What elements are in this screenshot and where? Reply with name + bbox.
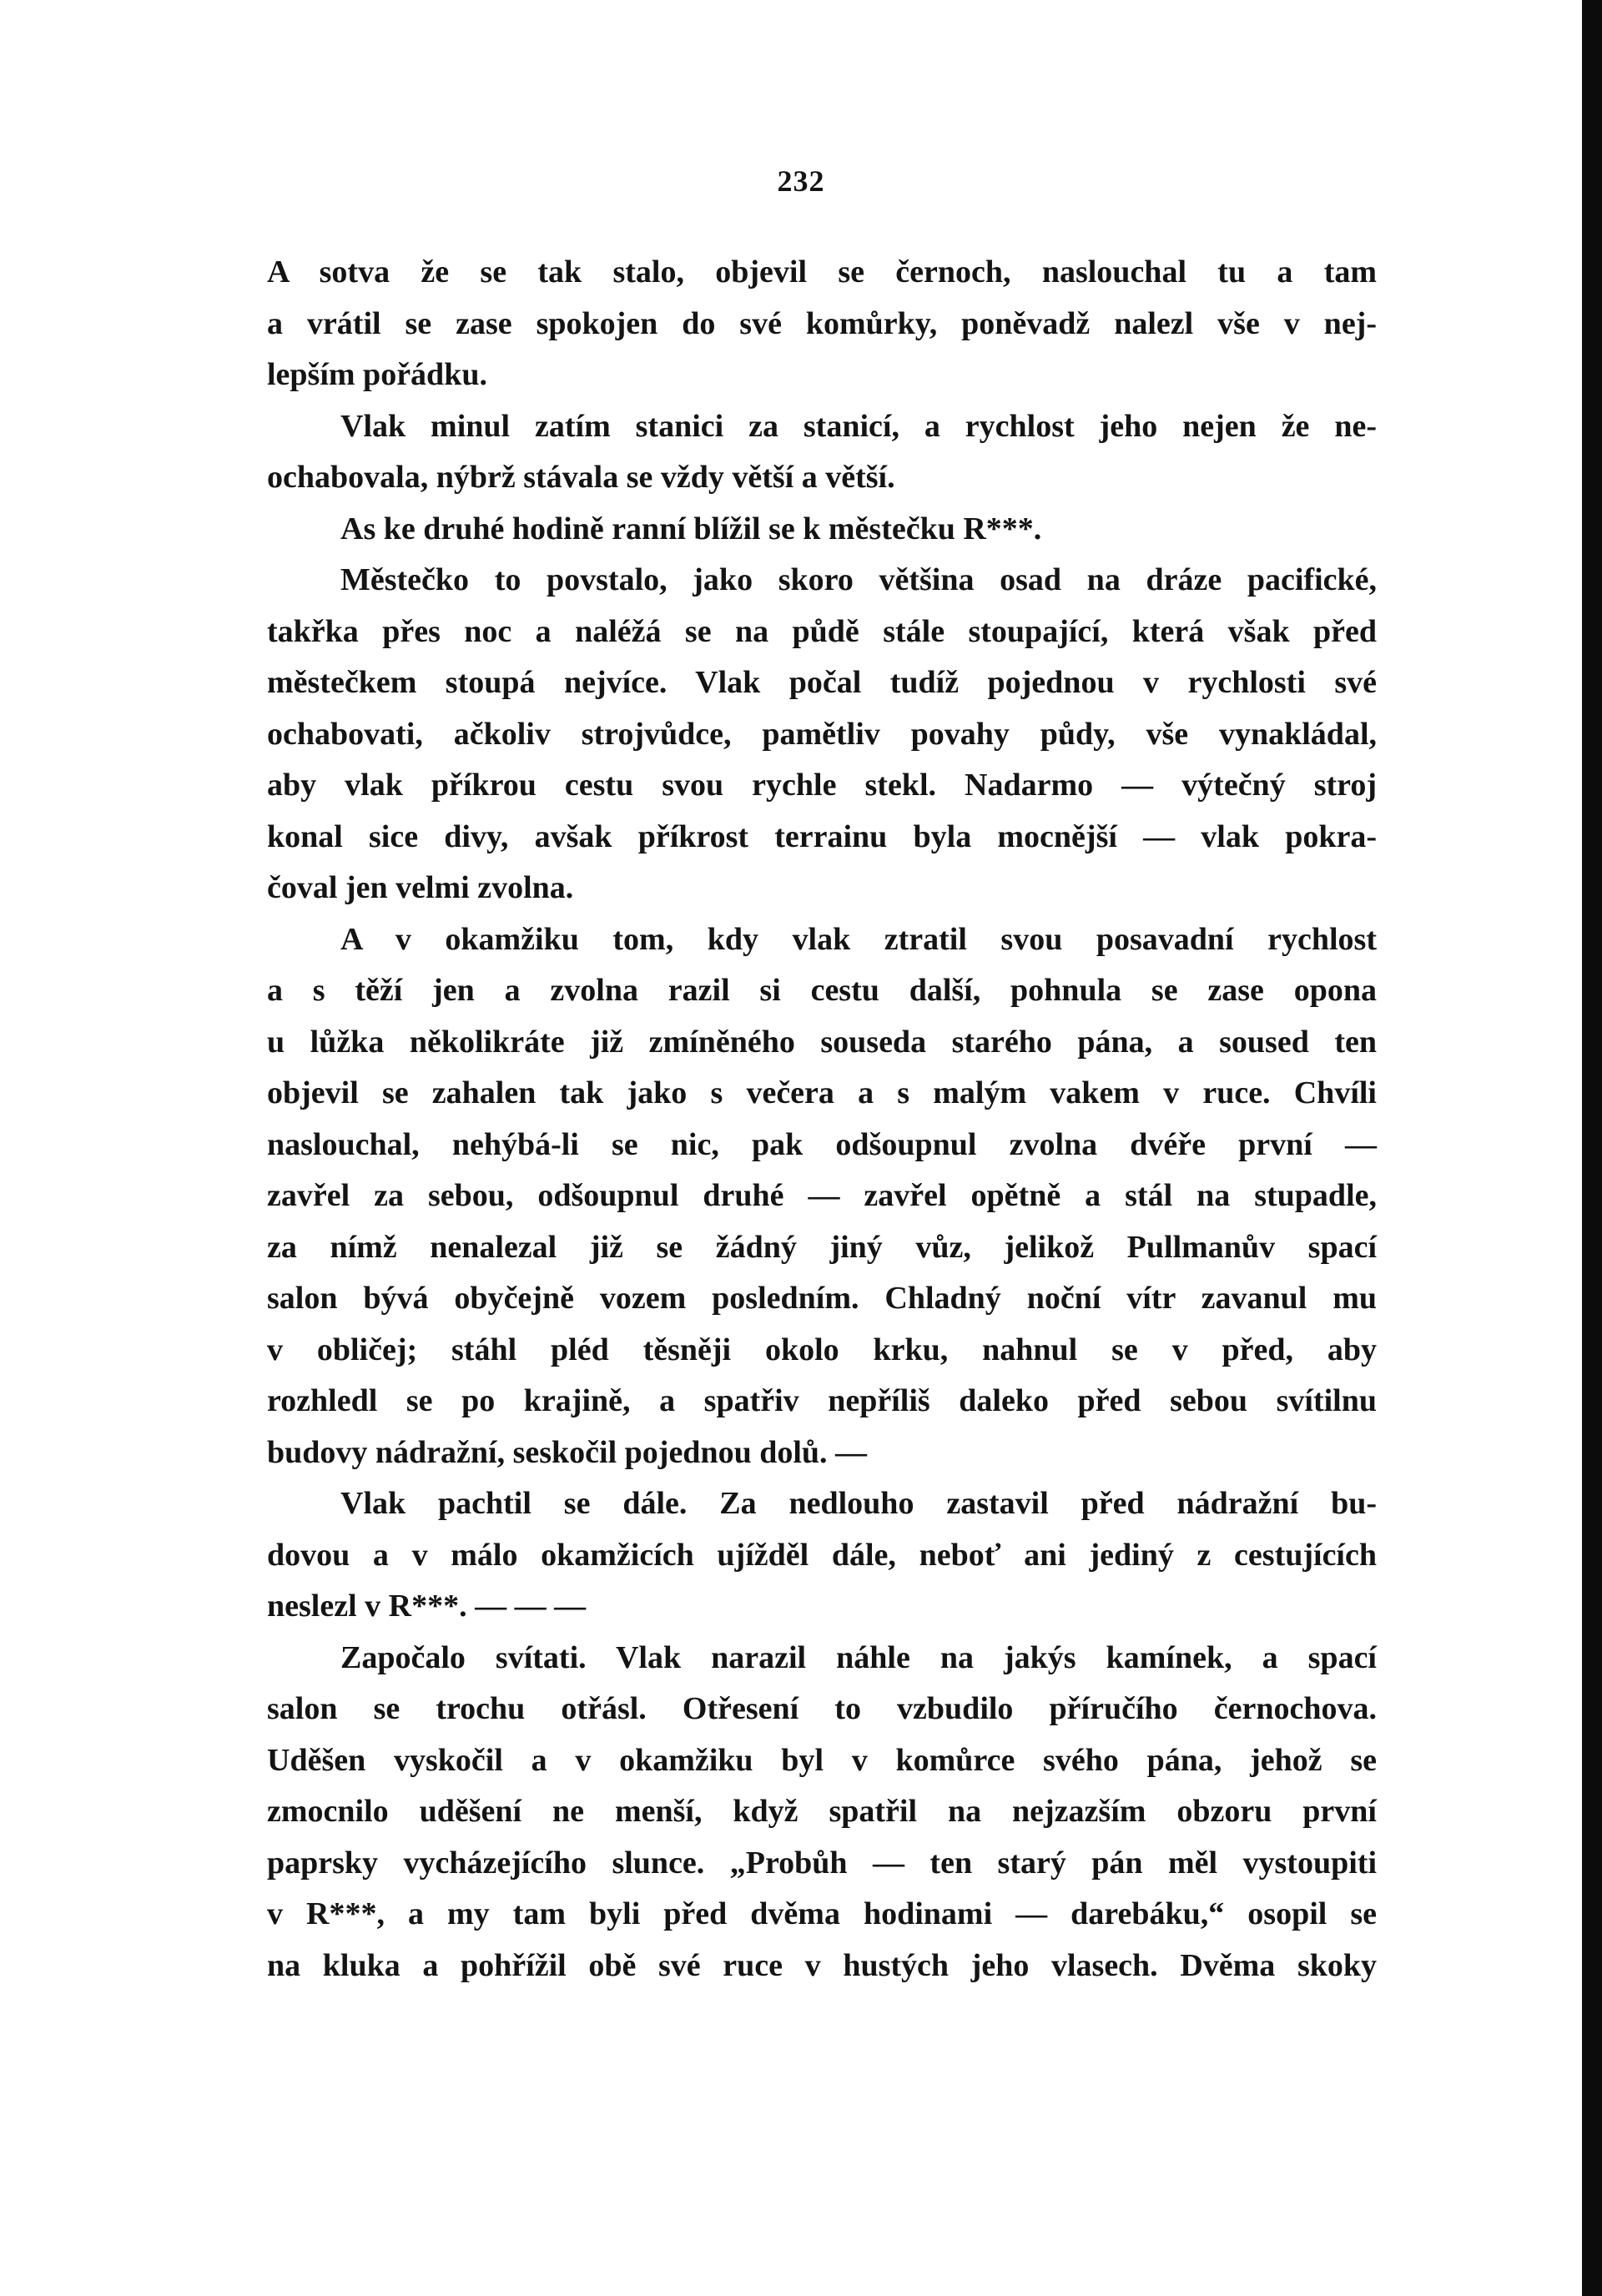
text-line: za nímž nenalezal již se žádný jiný vůz, jelikož Pullmanův spací <box>267 1229 1377 1265</box>
body-text <box>267 247 1377 1991</box>
text-line: Městečko to povstalo, jako skoro většina osad na dráze pacifické, <box>340 562 1377 597</box>
text-line: rozhledl se po krajině, a spatřiv nepříliš daleko před sebou svítilnu <box>267 1383 1377 1418</box>
text-line: neslezl v R***. — — — <box>267 1589 587 1624</box>
text-line: a vrátil se zase spokojen do své komůrky, poněvadž nalezl vše v nej- <box>267 305 1377 341</box>
text-line: na kluka a pohřížil obě své ruce v hustých jeho vlasech. Dvěma skoky <box>267 1947 1377 1983</box>
text-line: ochabovati, ačkoliv strojvůdce, pamětliv povahy půdy, vše vynakládal, <box>267 716 1377 752</box>
text-line: v R***, a my tam byli před dvěma hodinami — darebáku,“ osopil se <box>267 1896 1377 1931</box>
text-line: u lůžka několikráte již zmíněného souseda starého pána, a soused ten <box>267 1024 1377 1060</box>
text-line: Vlak minul zatím stanici za stanicí, a rychlost jeho nejen že ne- <box>340 408 1377 444</box>
text-line: naslouchal, nehýbá-li se nic, pak odšoupnul zvolna dvéře první — <box>267 1126 1377 1162</box>
text-line: objevil se zahalen tak jako s večera a s malým vakem v ruce. Chvíli <box>267 1075 1377 1110</box>
text-line: Vlak pachtil se dále. Za nedlouho zastavil před nádražní bu- <box>340 1486 1377 1521</box>
text-line: budovy nádražní, seskočil pojednou dolů. — <box>267 1434 868 1470</box>
text-line: Započalo svítati. Vlak narazil náhle na jakýs kamínek, a spací <box>340 1639 1377 1675</box>
page-edge <box>1582 0 1602 2296</box>
text-line: lepším pořádku. <box>267 357 487 392</box>
text-line: konal sice divy, avšak příkrost terrainu byla mocnější — vlak pokra- <box>267 818 1377 854</box>
text-line: dovou a v málo okamžicích ujížděl dále, neboť ani jediný z cestujících <box>267 1537 1377 1573</box>
text-line: zmocnilo uděšení ne menší, když spatřil na nejzazším obzoru první <box>267 1794 1377 1829</box>
text-line: A sotva že se tak stalo, objevil se černoch, naslouchal tu a tam <box>267 254 1377 290</box>
text-line: salon bývá obyčejně vozem posledním. Chladný noční vítr zavanul mu <box>267 1281 1377 1316</box>
text-line: ochabovala, nýbrž stávala se vždy větší a větší. <box>267 460 895 495</box>
text-line: aby vlak příkrou cestu svou rychle stekl. Nadarmo — výtečný stroj <box>267 768 1377 803</box>
text-line: městečkem stoupá nejvíce. Vlak počal tudíž pojednou v rychlosti své <box>267 665 1377 700</box>
text-line: As ke druhé hodině ranní blížil se k městečku R***. <box>340 511 1042 546</box>
text-line: v obličej; stáhl pléd těsněji okolo krku, nahnul se v před, aby <box>267 1332 1377 1367</box>
text-line: salon se trochu otřásl. Otřesení to vzbudilo příručího černochova. <box>267 1691 1377 1726</box>
text-line: paprsky vycházejícího slunce. „Probůh — ten starý pán měl vystoupiti <box>267 1845 1377 1881</box>
text-line: a s těží jen a zvolna razil si cestu další, pohnula se zase opona <box>267 973 1377 1008</box>
text-line: zavřel za sebou, odšoupnul druhé — zavřel opětně a stál na stupadle, <box>267 1178 1377 1213</box>
text-line: A v okamžiku tom, kdy vlak ztratil svou posavadní rychlost <box>340 921 1377 957</box>
page-number: 232 <box>777 164 825 198</box>
text-line: takřka přes noc a naléžá se na půdě stále stoupající, která však před <box>267 613 1377 649</box>
text-line: Uděšen vyskočil a v okamžiku byl v komůrce svého pána, jehož se <box>267 1742 1377 1778</box>
text-line: čoval jen velmi zvolna. <box>267 870 574 905</box>
